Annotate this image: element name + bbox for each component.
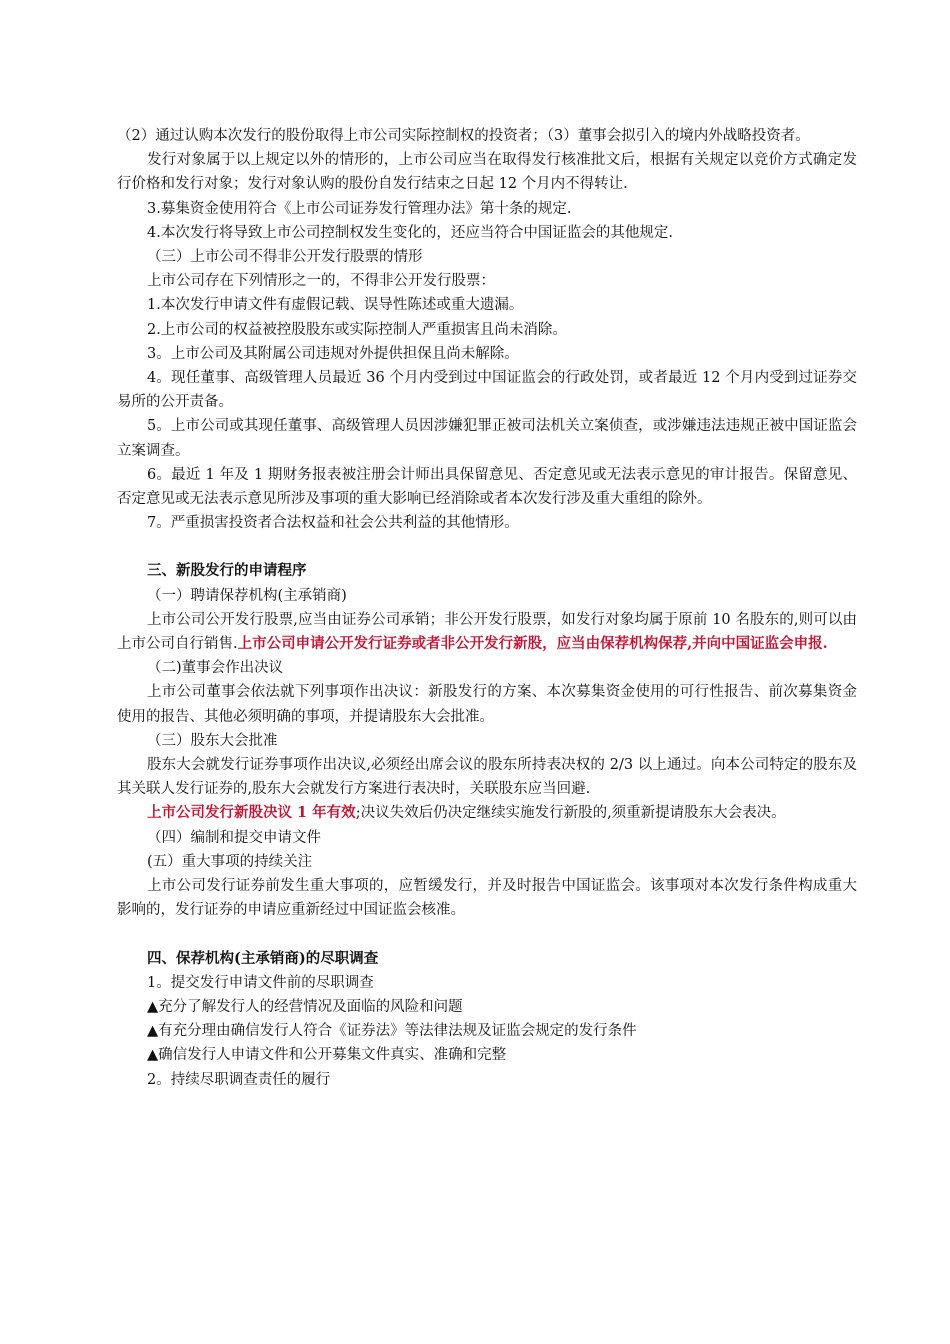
- section-heading-application-procedure: 三、新股发行的申请程序: [147, 562, 307, 580]
- resolution-validity-tail: ;决议失效后仍决定继续实施发行新股的,须重新提请股东大会表决。: [355, 805, 786, 822]
- list-item-prohibition-6: 6。最近 1 年及 1 期财务报表被注册会计师出具保留意见、否定意见或无法表示意见的审计报告。保留意见、否定意见或无法表示意见所涉及事项的重大影响已经消除或者本次发行涉及重大重组的除外。: [117, 466, 857, 508]
- list-item-prohibition-4: 4。现任董事、高级管理人员最近 36 个月内受到过中国证监会的行政处罚，或者最近 12 个月内受到过证券交易所的公开责备。: [117, 370, 857, 411]
- bullet-understand-operations: ▲充分了解发行人的经营情况及面临的风险和问题: [147, 998, 463, 1015]
- section-heading-due-diligence: 四、保荐机构(主承销商)的尽职调查: [147, 949, 379, 967]
- list-item-prohibition-2: 2.上市公司的权益被控股股东或实际控制人严重损害且尚未消除。: [147, 321, 567, 338]
- highlight-resolution-validity: 上市公司发行新股决议 1 年有效: [147, 804, 356, 822]
- paragraph-investor-types: （2）通过认购本次发行的股份取得上市公司实际控制权的投资者；（3）董事会拟引入的境内外战略投资者。: [117, 128, 810, 144]
- paragraph-condition-4: 4.本次发行将导致上市公司控制权发生变化的，还应当符合中国证监会的其他规定.: [147, 224, 673, 241]
- document-page: [117, 124, 857, 1092]
- list-item-pre-filing-diligence: 1。提交发行申请文件前的尽职调查: [147, 974, 374, 991]
- bullet-meets-conditions: ▲有充分理由确信发行人符合《证券法》等法律法规及证监会规定的发行条件: [147, 1023, 637, 1040]
- highlight-sponsor-requirement: 上市公司申请公开发行证券或者非公开发行新股，应当由保荐机构保荐,并向中国证监会申报.: [237, 635, 828, 653]
- subheading-hire-sponsor: （一）聘请保荐机构(主承销商): [147, 587, 347, 604]
- underwriting-text: 上市公司公开发行股票,应当由证券公司承销；非公开发行股票，如发行对象均属于原前 10 名股东的,则可以由上市公司自行销售.: [117, 611, 857, 653]
- paragraph-shareholder-approval: 股东大会就发行证券事项作出决议,必须经出席会议的股东所持表决权的 2/3 以上通过。向本公司特定的股东及其关联人发行证券的,股东大会就发行方案进行表决时，关联股东应当回避.: [117, 757, 857, 798]
- list-item-prohibition-3: 3。上市公司及其附属公司违规对外提供担保且尚未解除。: [147, 345, 519, 362]
- list-item-ongoing-diligence: 2。持续尽职调查责任的履行: [147, 1071, 331, 1088]
- paragraph-other-issuance-targets: 发行对象属于以上规定以外的情形的，上市公司应当在取得发行核准批文后，根据有关规定以竞价方式确定发行价格和发行对象；发行对象认购的股份自发行结束之日起 12 个月内不得转让.: [117, 152, 857, 193]
- paragraph-condition-3: 3.募集资金使用符合《上市公司证券发行管理办法》第十条的规定.: [147, 200, 572, 217]
- list-item-prohibition-7: 7。严重损害投资者合法权益和社会公共利益的其他情形。: [147, 515, 519, 532]
- subheading-major-matters: (五）重大事项的持续关注: [147, 853, 313, 870]
- paragraph-resolution-validity: [117, 801, 857, 825]
- subheading-prepare-documents: （四）编制和提交申请文件: [147, 829, 321, 846]
- bullet-documents-accurate: ▲确信发行人申请文件和公开募集文件真实、准确和完整: [147, 1047, 507, 1064]
- section-spacer: [117, 535, 857, 559]
- paragraph-underwriting: [117, 608, 857, 656]
- subheading-board-resolution: （二)董事会作出决议: [147, 660, 284, 677]
- list-item-prohibition-5: 5。上市公司或其现任董事、高级管理人员因涉嫌犯罪正被司法机关立案侦查，或涉嫌违法违规正被中国证监会立案调查。: [117, 418, 857, 459]
- list-item-prohibition-1: 1.本次发行申请文件有虚假记载、误导性陈述或重大遗漏。: [147, 297, 524, 314]
- paragraph-board-resolution: 上市公司董事会依法就下列事项作出决议：新股发行的方案、本次募集资金使用的可行性报告、前次募集资金使用的报告、其他必须明确的事项，并提请股东大会批准。: [117, 684, 857, 725]
- section-spacer: [117, 923, 857, 947]
- subheading-shareholder-approval: （三）股东大会批准: [147, 732, 278, 749]
- subheading-non-public-prohibitions: （三）上市公司不得非公开发行股票的情形: [147, 249, 423, 266]
- paragraph-prohibitions-intro: 上市公司存在下列情形之一的，不得非公开发行股票：: [147, 273, 495, 290]
- paragraph-major-matters: 上市公司发行证券前发生重大事项的，应暂缓发行，并及时报告中国证监会。该事项对本次发行条件构成重大影响的，发行证券的申请应重新经过中国证监会核准。: [117, 878, 857, 919]
